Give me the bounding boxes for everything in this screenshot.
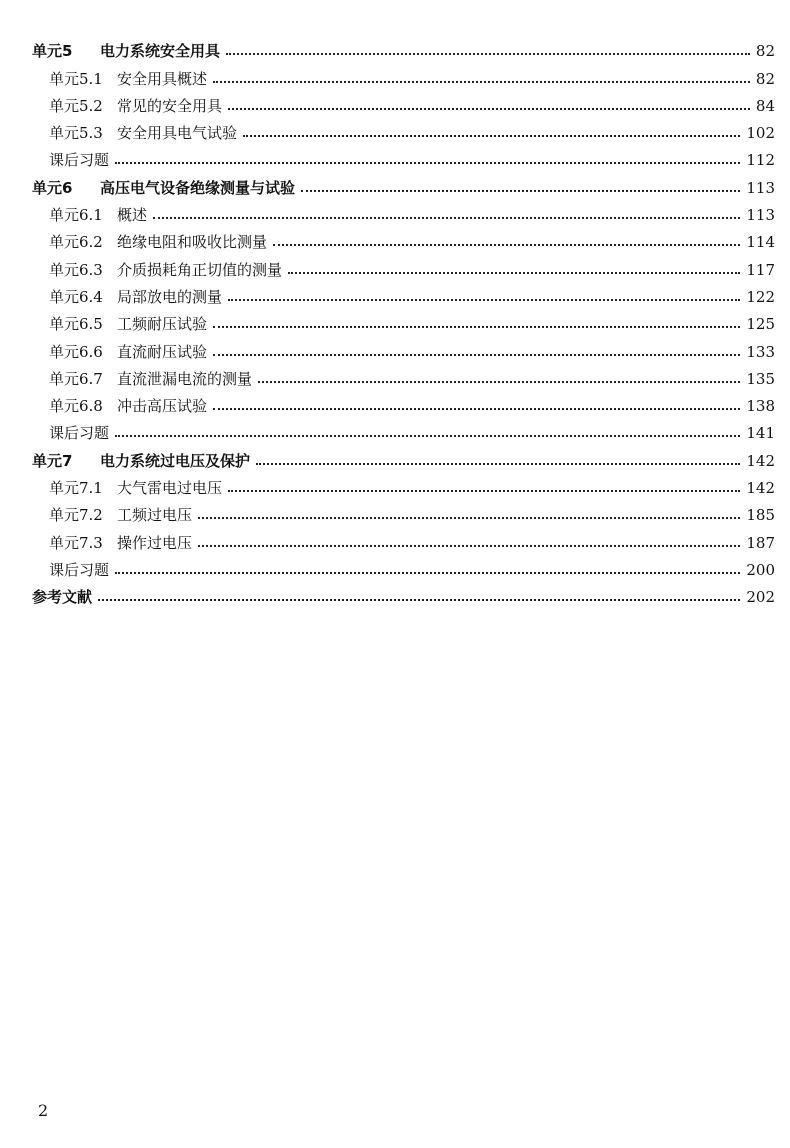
toc-entry-number: 单元6.8 xyxy=(49,397,103,416)
dot-leader xyxy=(198,517,740,519)
dot-leader xyxy=(213,354,740,356)
toc-entry-number: 单元6.1 xyxy=(49,206,103,225)
toc-section-row xyxy=(32,497,775,524)
toc-entry-page: 114 xyxy=(746,233,775,252)
toc-section-row xyxy=(32,251,775,278)
toc-entry-page: 135 xyxy=(746,369,775,388)
toc-section-row xyxy=(32,197,775,224)
toc-entry-page: 141 xyxy=(746,424,775,443)
toc-entry-number: 单元7.3 xyxy=(49,533,103,552)
toc-entry-title: 安全用具概述 xyxy=(117,69,208,88)
dot-leader xyxy=(115,572,740,574)
toc-entry-page: 117 xyxy=(746,260,775,279)
toc-section-row xyxy=(32,415,775,442)
toc-entry-title: 操作过电压 xyxy=(117,533,193,552)
toc-entry-page: 185 xyxy=(746,506,775,525)
toc-entry-title: 安全用具电气试验 xyxy=(117,124,238,143)
toc-entry-page: 202 xyxy=(746,588,775,607)
toc-section-row xyxy=(32,524,775,551)
dot-leader xyxy=(288,272,740,274)
toc-entry-page: 112 xyxy=(746,151,775,170)
page-number: 2 xyxy=(38,1101,49,1120)
toc-chapter-row xyxy=(32,579,775,606)
toc-section-row xyxy=(32,279,775,306)
toc-entry-number: 单元7.1 xyxy=(49,479,103,498)
toc-entry-page: 113 xyxy=(746,206,775,225)
toc-entry-page: 82 xyxy=(755,69,775,88)
toc-entry-title: 直流泄漏电流的测量 xyxy=(117,369,253,388)
toc-section-row xyxy=(32,306,775,333)
toc-entry-page: 142 xyxy=(746,451,775,470)
toc-section-row xyxy=(32,388,775,415)
toc-entry-number: 单元7 xyxy=(32,451,73,470)
toc-entry-title: 常见的安全用具 xyxy=(117,96,223,115)
table-of-contents xyxy=(32,33,775,606)
toc-entry-number: 单元6 xyxy=(32,178,73,197)
dot-leader xyxy=(213,326,740,328)
toc-entry-title: 介质损耗角正切值的测量 xyxy=(117,260,283,279)
toc-section-row xyxy=(32,88,775,115)
toc-section-row xyxy=(32,224,775,251)
toc-entry-title: 课后习题 xyxy=(49,151,110,170)
toc-entry-page: 187 xyxy=(746,533,775,552)
toc-entry-number: 单元6.4 xyxy=(49,287,103,306)
toc-entry-number: 单元6.3 xyxy=(49,260,103,279)
dot-leader xyxy=(213,81,750,83)
dot-leader xyxy=(198,545,740,547)
toc-section-row xyxy=(32,361,775,388)
toc-entry-number: 单元6.6 xyxy=(49,342,103,361)
toc-entry-number: 单元6.5 xyxy=(49,315,103,334)
toc-entry-number: 单元5.3 xyxy=(49,124,103,143)
toc-section-row xyxy=(32,142,775,169)
toc-entry-title: 局部放电的测量 xyxy=(117,287,223,306)
toc-entry-title: 电力系统过电压及保护 xyxy=(100,451,251,470)
toc-entry-number: 单元5.1 xyxy=(49,69,103,88)
toc-entry-number: 单元7.2 xyxy=(49,506,103,525)
dot-leader xyxy=(273,244,740,246)
dot-leader xyxy=(228,108,750,110)
dot-leader xyxy=(153,217,740,219)
dot-leader xyxy=(256,463,740,465)
toc-entry-page: 125 xyxy=(746,315,775,334)
toc-entry-page: 113 xyxy=(746,178,775,197)
toc-entry-title: 冲击高压试验 xyxy=(117,397,208,416)
toc-entry-page: 82 xyxy=(755,42,775,61)
toc-entry-page: 84 xyxy=(755,96,775,115)
toc-entry-title: 课后习题 xyxy=(49,424,110,443)
toc-entry-page: 133 xyxy=(746,342,775,361)
toc-section-row xyxy=(32,115,775,142)
toc-entry-title: 参考文献 xyxy=(32,588,93,607)
toc-entry-title: 概述 xyxy=(117,206,148,225)
dot-leader xyxy=(115,162,740,164)
toc-entry-title: 工频过电压 xyxy=(117,506,193,525)
toc-entry-page: 138 xyxy=(746,397,775,416)
toc-section-row xyxy=(32,333,775,360)
dot-leader xyxy=(115,435,740,437)
toc-entry-number: 单元6.2 xyxy=(49,233,103,252)
dot-leader xyxy=(301,190,740,192)
toc-entry-title: 工频耐压试验 xyxy=(117,315,208,334)
dot-leader xyxy=(228,490,740,492)
toc-entry-title: 绝缘电阻和吸收比测量 xyxy=(117,233,268,252)
dot-leader xyxy=(243,135,740,137)
toc-entry-title: 高压电气设备绝缘测量与试验 xyxy=(100,178,296,197)
dot-leader xyxy=(258,381,740,383)
toc-section-row xyxy=(32,470,775,497)
toc-chapter-row xyxy=(32,33,775,60)
toc-chapter-row xyxy=(32,169,775,196)
toc-entry-number: 单元5 xyxy=(32,42,73,61)
toc-entry-page: 200 xyxy=(746,560,775,579)
toc-entry-number: 单元6.7 xyxy=(49,369,103,388)
toc-entry-title: 电力系统安全用具 xyxy=(100,42,221,61)
dot-leader xyxy=(98,599,740,601)
toc-section-row xyxy=(32,60,775,87)
toc-entry-page: 102 xyxy=(746,124,775,143)
toc-section-row xyxy=(32,552,775,579)
toc-entry-number: 单元5.2 xyxy=(49,96,103,115)
toc-entry-page: 122 xyxy=(746,287,775,306)
dot-leader xyxy=(228,299,740,301)
toc-entry-title: 课后习题 xyxy=(49,560,110,579)
toc-entry-title: 大气雷电过电压 xyxy=(117,479,223,498)
toc-entry-title: 直流耐压试验 xyxy=(117,342,208,361)
dot-leader xyxy=(213,408,740,410)
dot-leader xyxy=(226,53,750,55)
toc-chapter-row xyxy=(32,442,775,469)
toc-entry-page: 142 xyxy=(746,479,775,498)
